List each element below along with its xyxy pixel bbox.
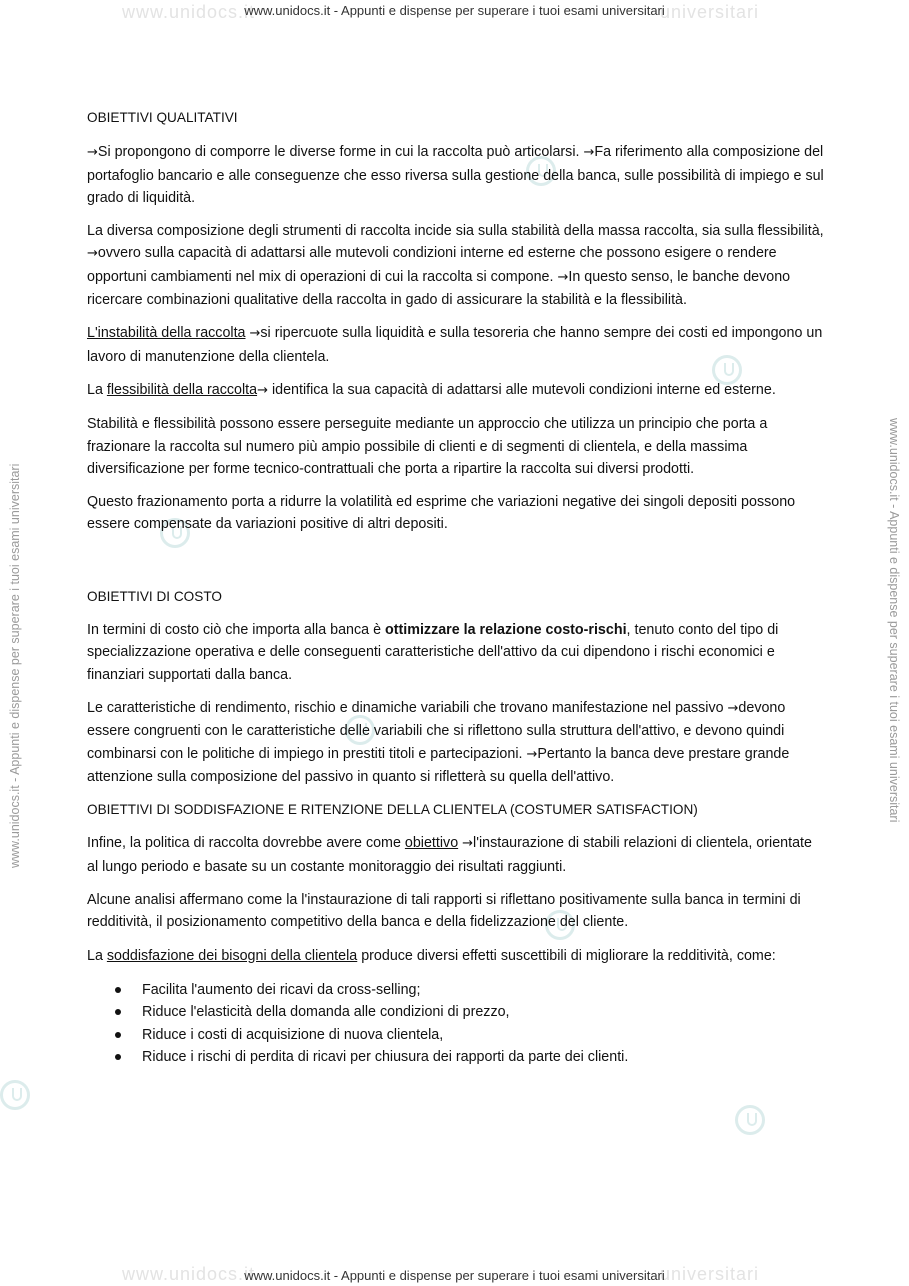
paragraph: Stabilità e flessibilità possono essere perseguite mediante un approccio che utilizza un principio che porta a frazionare la raccolta sul numero più ampio possibile di clienti e di segmenti di clientela, e della massima diversificazione per forme tecnico-contrattuali che porta a ripartire la raccolta sui diversi prodotti. (87, 416, 768, 477)
watermark-top: www.unidocs.it - Appunti e dispense per superare i tuoi esami universitari (244, 3, 665, 18)
text: In termini di costo ciò che importa alla banca è (87, 622, 386, 639)
bold-term: ottimizzare la relazione costo-rischi (385, 622, 627, 639)
watermark-ghost-bottom-right: universitari (660, 1264, 760, 1284)
paragraph (87, 619, 827, 686)
paragraph (87, 379, 827, 402)
arrow-right-icon: → (526, 746, 538, 762)
text: Fa riferimento alla composizione del portafoglio bancario e alle conseguenze che esso riversa sulla gestione della banca, sulle possibilità di impiego e sul grado di liquidità. (87, 144, 824, 206)
text: Infine, la politica di raccolta dovrebbe avere come (87, 835, 405, 852)
heading-obiettivi-di-costo: OBIETTIVI DI COSTO (87, 588, 222, 604)
paragraph (87, 697, 827, 788)
underlined-term: L'instabilità della raccolta (87, 325, 246, 342)
arrow-right-icon: → (257, 382, 268, 398)
paragraph: Alcune analisi affermano come la l'instaurazione di tali rapporti si riflettano positivamente sulla banca in termini di redditività, il posizionamento competitivo della banca e della fidelizzazione del cliente. (87, 892, 801, 931)
arrow-right-icon: → (727, 700, 739, 716)
arrow-right-icon: → (557, 269, 569, 285)
logo-watermark-icon (735, 1105, 765, 1135)
text: La diversa composizione degli strumenti di raccolta incide sia sulla stabilità della massa raccolta, sia sulla flessibilità, (87, 223, 824, 240)
document-body (87, 107, 827, 1068)
watermark-left: www.unidocs.it - Appunti e dispense per superare i tuoi esami universitari (8, 463, 22, 868)
text: ovvero sulla capacità di adattarsi alle mutevoli condizioni interne ed esterne che possono esigere o rendere opportuni cambiamenti nel mix di operazioni di cui la raccolta si compone. (87, 245, 777, 285)
text: La (87, 381, 107, 398)
logo-watermark-icon (0, 1080, 30, 1110)
list-item: Facilita l'aumento dei ricavi da cross-selling; (115, 979, 827, 1001)
paragraph (87, 141, 827, 209)
arrow-right-icon: → (462, 836, 474, 852)
list-item: Riduce i costi di acquisizione di nuova clientela, (115, 1024, 827, 1046)
paragraph (87, 322, 827, 368)
text: si ripercuote sulla liquidità e sulla tesoreria che hanno sempre dei costi ed impongono un lavoro di manutenzione della clientela. (87, 325, 823, 365)
arrow-right-icon: → (87, 246, 98, 262)
arrow-right-icon: → (87, 145, 98, 161)
watermark-ghost-top-right: universitari (660, 2, 760, 22)
paragraph (87, 832, 827, 878)
text: Le caratteristiche di rendimento, rischio e dinamiche variabili che trovano manifestazione nel passivo (87, 699, 728, 716)
heading-obiettivi-qualitativi: OBIETTIVI QUALITATIVI (87, 110, 238, 125)
text: Pertanto la banca deve prestare grande attenzione sulla composizione del passivo in quanto si rifletterà su quella dell'attivo. (87, 745, 790, 785)
text: identifica la sua capacità di adattarsi alle mutevoli condizioni interne ed esterne. (267, 381, 776, 398)
paragraph (87, 945, 827, 967)
heading-obiettivi-soddisfazione: OBIETTIVI DI SODDISFAZIONE E RITENZIONE DELLA CLIENTELA (COSTUMER SATISFACTION) (87, 802, 698, 818)
watermark-bottom: www.unidocs.it - Appunti e dispense per superare i tuoi esami universitari (244, 1268, 665, 1283)
paragraph (87, 220, 827, 311)
underlined-term: soddisfazione dei bisogni della clientela (106, 947, 358, 964)
text: , tenuto conto del tipo di specializzazione operativa e delle conseguenti caratteristiche dell'attivo da cui dipendono i rischi economici e finanziari supportati dalla banca. (87, 622, 779, 683)
watermark-ghost-bottom-left: www.unidocs.it (122, 1264, 256, 1284)
underlined-term: obiettivo (404, 835, 459, 852)
text: devono essere congruenti con le caratteristiche delle variabili che si riflettono sulla struttura dell'attivo, e devono quindi combinarsi con le politiche di impiego in prestiti titoli e partecipazioni. (87, 699, 786, 762)
paragraph: Questo frazionamento porta a ridurre la volatilità ed esprime che variazioni negative dei singoli depositi possono essere compensate da variazioni positive di altri depositi. (87, 494, 796, 533)
list-item: Riduce i rischi di perdita di ricavi per chiusura dei rapporti da parte dei clienti. (115, 1046, 827, 1068)
underlined-term: flessibilità della raccolta (106, 381, 258, 398)
arrow-right-icon: → (583, 145, 595, 161)
text: l'instaurazione di stabili relazioni di clientela, orientate al lungo periodo e basate su un costante monitoraggio dei risultati raggiunti. (87, 835, 812, 875)
text: In questo senso, le banche devono ricercare combinazioni qualitative della raccolta in gado di assicurare la stabilità e la flessibilità. (87, 268, 791, 309)
arrow-right-icon: → (249, 326, 261, 342)
bullet-list (87, 979, 827, 1068)
watermark-ghost-top-left: www.unidocs.it (122, 2, 256, 22)
watermark-right: www.unidocs.it - Appunti e dispense per superare i tuoi esami universitari (887, 418, 901, 823)
text: Si propongono di comporre le diverse forme in cui la raccolta può articolarsi. (97, 144, 584, 161)
text: La (87, 947, 107, 964)
list-item: Riduce l'elasticità della domanda alle condizioni di prezzo, (115, 1001, 827, 1023)
text: produce diversi effetti suscettibili di migliorare la redditività, come: (357, 947, 776, 964)
